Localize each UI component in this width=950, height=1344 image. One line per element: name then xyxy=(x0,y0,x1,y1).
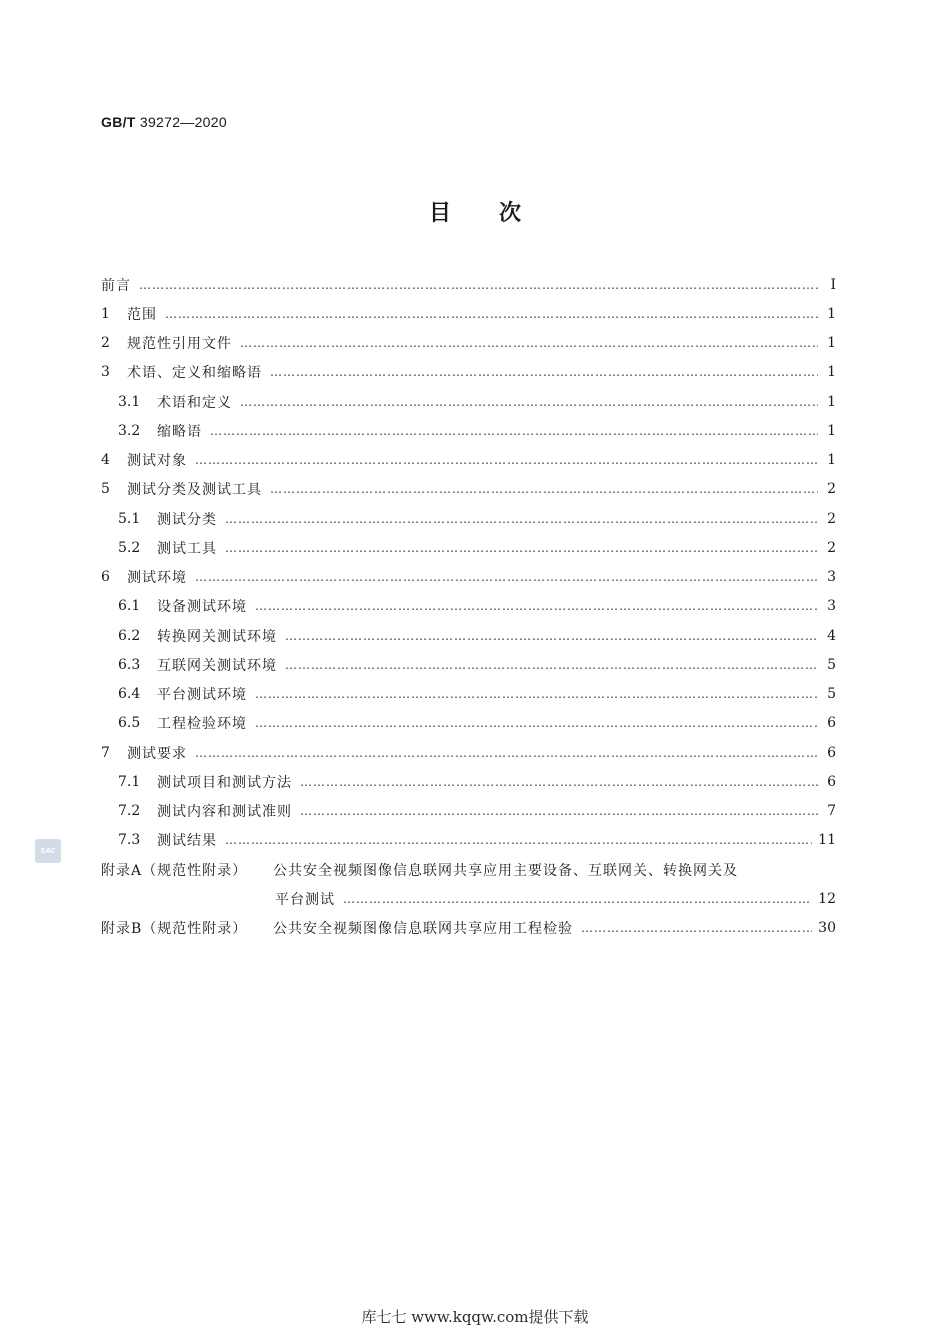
toc-title: 工程检验环境 xyxy=(157,716,247,733)
dot-leader xyxy=(285,658,818,672)
toc-title: 范围 xyxy=(127,306,157,323)
toc-row[interactable] xyxy=(101,533,836,562)
toc-title: 规范性引用文件 xyxy=(127,336,232,353)
toc-page: 6 xyxy=(827,744,836,761)
dot-leader xyxy=(270,482,818,496)
dot-leader xyxy=(225,833,812,847)
toc-page: 1 xyxy=(827,422,836,439)
toc-row[interactable] xyxy=(101,563,836,592)
toc-page: 7 xyxy=(827,803,836,820)
toc-row[interactable] xyxy=(101,621,836,650)
dot-leader xyxy=(255,687,818,701)
toc-page: 3 xyxy=(827,569,836,586)
toc-title: 平台测试 xyxy=(275,891,335,908)
dot-leader xyxy=(270,365,818,379)
toc-row[interactable] xyxy=(101,592,836,621)
toc-title: 设备测试环境 xyxy=(157,599,247,616)
dot-leader xyxy=(195,570,818,584)
dot-leader xyxy=(285,629,818,643)
toc-page: 1 xyxy=(827,335,836,352)
toc-title: 测试环境 xyxy=(127,570,187,587)
dot-leader xyxy=(240,336,818,350)
toc-row[interactable] xyxy=(101,797,836,826)
toc-page: 1 xyxy=(827,452,836,469)
toc-row[interactable] xyxy=(101,767,836,796)
toc-page: 1 xyxy=(827,364,836,381)
toc-title: 转换网关测试环境 xyxy=(157,628,277,645)
dot-leader xyxy=(300,804,818,818)
dot-leader xyxy=(165,307,818,321)
toc-page: 5 xyxy=(827,686,836,703)
toc-number: 6.3 xyxy=(118,656,141,673)
page-title: 目次 xyxy=(428,201,569,226)
toc-number: 3.2 xyxy=(118,422,141,439)
toc-row-appendix-b[interactable] xyxy=(101,914,836,943)
toc-row[interactable] xyxy=(101,387,836,416)
toc-page: 3 xyxy=(827,598,836,615)
toc-page: 12 xyxy=(818,890,836,907)
toc-row[interactable] xyxy=(101,650,836,679)
toc-number: 7.3 xyxy=(118,832,141,849)
toc-number: 6.1 xyxy=(118,598,141,615)
dot-leader xyxy=(195,453,818,467)
toc-title: 缩略语 xyxy=(157,423,202,440)
dot-leader xyxy=(255,716,818,730)
toc-title: 测试分类及测试工具 xyxy=(127,482,262,499)
toc-number: 5.2 xyxy=(118,539,141,556)
dot-leader xyxy=(139,278,818,292)
toc-page: 2 xyxy=(827,510,836,527)
toc-number: 7.2 xyxy=(118,803,141,820)
toc-page: 6 xyxy=(827,715,836,732)
standard-number: 39272—2020 xyxy=(139,114,227,130)
toc-number: 4 xyxy=(101,452,110,469)
toc-number: 7.1 xyxy=(118,773,141,790)
toc-number: 6.2 xyxy=(118,627,141,644)
toc-title: 测试结果 xyxy=(157,833,217,850)
toc-page: 2 xyxy=(827,481,836,498)
standard-code xyxy=(101,114,227,130)
standard-prefix: GB/T xyxy=(101,114,136,130)
toc-row-appendix-a[interactable] xyxy=(101,855,836,884)
appendix-label: 附录A（规范性附录） xyxy=(101,862,248,879)
toc-row[interactable] xyxy=(101,826,836,855)
toc-number: 1 xyxy=(101,305,110,322)
toc-page: 30 xyxy=(818,920,836,937)
toc-number: 7 xyxy=(101,744,110,761)
toc-page: 11 xyxy=(818,832,836,849)
toc-title: 术语和定义 xyxy=(157,394,232,411)
toc-row[interactable] xyxy=(101,358,836,387)
toc-title: 公共安全视频图像信息联网共享应用主要设备、互联网关、转换网关及 xyxy=(273,862,738,879)
toc-title: 公共安全视频图像信息联网共享应用工程检验 xyxy=(273,921,573,938)
toc-title: 测试要求 xyxy=(127,745,187,762)
toc-row[interactable] xyxy=(101,475,836,504)
dot-leader xyxy=(195,746,818,760)
appendix-label: 附录B（规范性附录） xyxy=(101,921,248,938)
toc-page: 6 xyxy=(827,773,836,790)
dot-leader xyxy=(300,775,818,789)
table-of-contents xyxy=(101,270,836,943)
dot-leader xyxy=(255,599,818,613)
toc-page: 5 xyxy=(827,656,836,673)
toc-page: 1 xyxy=(827,305,836,322)
toc-row[interactable] xyxy=(101,709,836,738)
dot-leader xyxy=(225,541,818,555)
toc-row[interactable] xyxy=(101,504,836,533)
toc-row[interactable] xyxy=(101,446,836,475)
toc-number: 3.1 xyxy=(118,393,141,410)
toc-row[interactable] xyxy=(101,416,836,445)
toc-row[interactable] xyxy=(101,738,836,767)
toc-title: 测试工具 xyxy=(157,540,217,557)
toc-row[interactable] xyxy=(101,329,836,358)
dot-leader xyxy=(210,424,818,438)
toc-title: 平台测试环境 xyxy=(157,687,247,704)
dot-leader xyxy=(240,395,818,409)
toc-page: Ⅰ xyxy=(830,276,836,293)
toc-page: 1 xyxy=(827,393,836,410)
toc-number: 2 xyxy=(101,335,110,352)
toc-title: 互联网关测试环境 xyxy=(157,657,277,674)
toc-title: 测试对象 xyxy=(127,453,187,470)
dot-leader xyxy=(225,512,818,526)
toc-row[interactable] xyxy=(101,299,836,328)
toc-title: 测试项目和测试方法 xyxy=(157,774,292,791)
toc-page: 2 xyxy=(827,539,836,556)
toc-number: 6.5 xyxy=(118,715,141,732)
toc-row[interactable] xyxy=(101,680,836,709)
toc-number: 6 xyxy=(101,569,110,586)
sac-watermark: SAC xyxy=(35,839,61,863)
toc-number: 6.4 xyxy=(118,686,141,703)
dot-leader xyxy=(343,892,812,906)
dot-leader xyxy=(581,921,812,935)
toc-title: 术语、定义和缩略语 xyxy=(127,365,262,382)
toc-title: 前言 xyxy=(101,277,131,294)
toc-row-appendix-a-continued[interactable] xyxy=(101,884,836,913)
toc-title: 测试内容和测试准则 xyxy=(157,804,292,821)
toc-number: 3 xyxy=(101,364,110,381)
footer-download-note: 库七七 www.kqqw.com提供下载 xyxy=(361,1308,589,1326)
toc-number: 5 xyxy=(101,481,110,498)
toc-page: 4 xyxy=(827,627,836,644)
toc-number: 5.1 xyxy=(118,510,141,527)
toc-row-foreword[interactable] xyxy=(101,270,836,299)
toc-title: 测试分类 xyxy=(157,511,217,528)
